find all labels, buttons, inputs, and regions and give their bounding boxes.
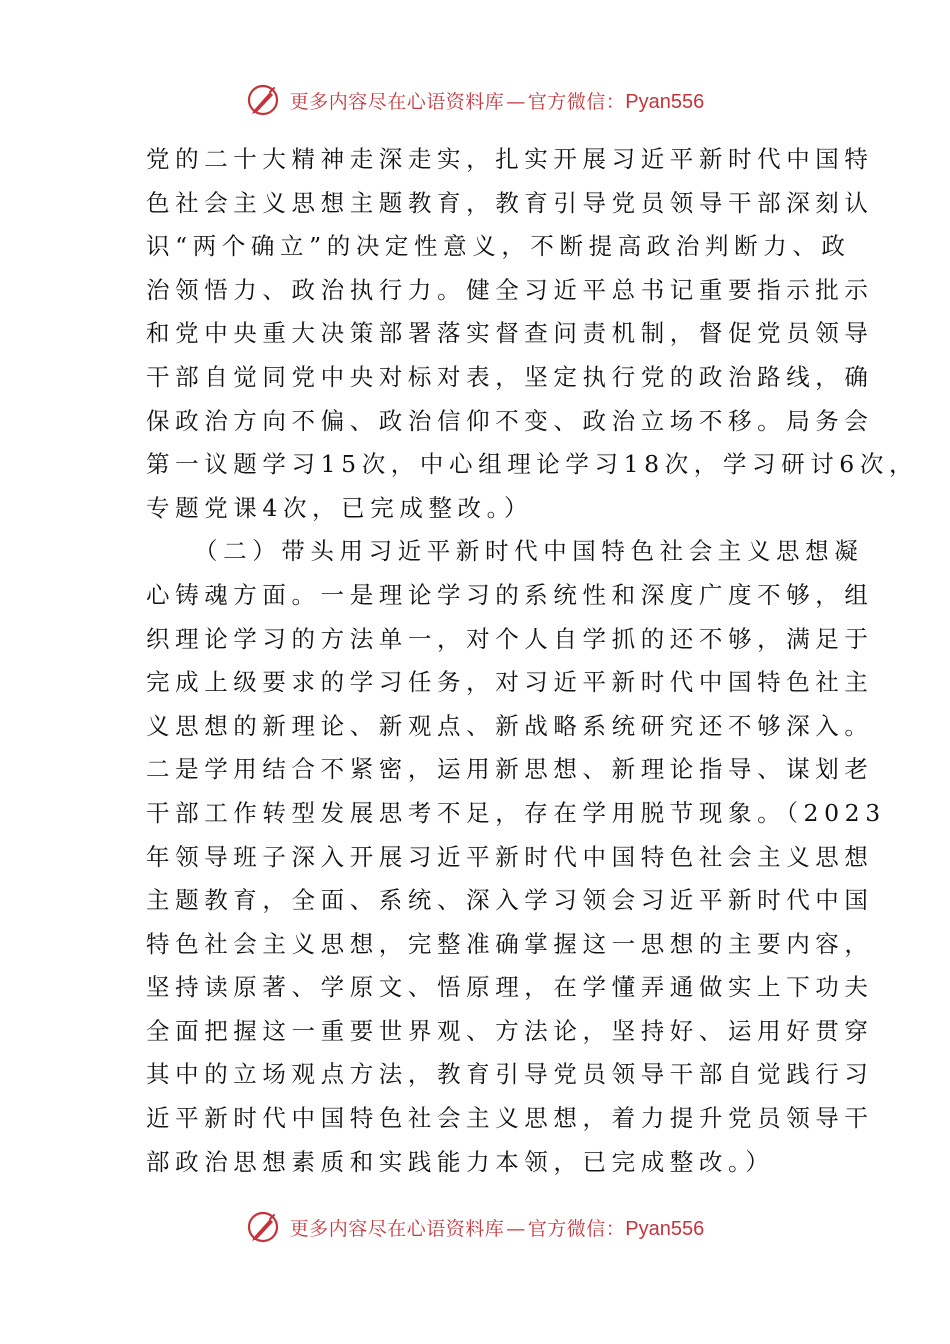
body-line-17: 年领导班子深入开展习近平新时代中国特色社会主义思想	[146, 842, 874, 871]
body-line-11: 心铸魂方面。一是理论学习的系统性和深度广度不够，组	[146, 580, 874, 609]
body-line-15: 二是学用结合不紧密，运用新思想、新理论指导、谋划老	[146, 755, 874, 784]
header-wechat-id: Pyan556	[625, 90, 705, 113]
body-line-6: 干部自觉同党中央对标对表，坚定执行党的政治路线，确	[146, 362, 874, 391]
body-line-12: 织理论学习的方法单一，对个人自学抓的还不够，满足于	[146, 624, 874, 653]
footer-wechat-id: Pyan556	[625, 1217, 705, 1240]
body-line-16: 干部工作转型发展思考不足，存在学用脱节现象。（2023	[146, 798, 886, 827]
body-line-18: 主题教育，全面、系统、深入学习领会习近平新时代中国	[146, 886, 874, 915]
pen-logo-icon	[246, 83, 280, 117]
header-site-name: 更多内容尽在心语资料库	[289, 90, 505, 113]
pen-logo-icon	[246, 1210, 280, 1244]
section-heading-line: （二）带头用习近平新时代中国特色社会主义思想凝	[194, 537, 864, 566]
body-line-13: 完成上级要求的学习任务，对习近平新时代中国特色社主	[146, 668, 874, 697]
body-line-20: 坚持读原著、学原文、悟原理，在学懂弄通做实上下功夫	[146, 973, 874, 1002]
body-line-3: 识“两个确立”的决定性意义，不断提高政治判断力、政	[146, 232, 851, 261]
body-line-21: 全面把握这一重要世界观、方法论，坚持好、运用好贯穿	[146, 1016, 874, 1045]
body-line-9: 专题党课4次，已完成整改。）	[146, 493, 534, 522]
body-line-2: 色社会主义思想主题教育，教育引导党员领导干部深刻认	[146, 188, 874, 217]
footer-watermark-banner	[0, 1205, 950, 1249]
header-watermark-banner	[0, 78, 950, 122]
body-line-5: 和党中央重大决策部署落实督查问责机制，督促党员领导	[146, 319, 874, 348]
body-line-8: 第一议题学习15次，中心组理论学习18次，学习研讨6次，	[146, 450, 919, 479]
header-watermark-text	[290, 87, 705, 114]
body-line-19: 特色社会主义思想，完整准确掌握这一思想的主要内容，	[146, 929, 874, 958]
footer-watermark-text	[290, 1214, 705, 1241]
body-line-7: 保政治方向不偏、政治信仰不变、政治立场不移。局务会	[146, 406, 874, 435]
header-wechat-label: 官方微信：	[527, 90, 626, 113]
header-separator: —	[506, 90, 526, 113]
body-line-14: 义思想的新理论、新观点、新战略系统研究还不够深入。	[146, 711, 874, 740]
body-line-23: 近平新时代中国特色社会主义思想，着力提升党员领导干	[146, 1104, 874, 1133]
document-body	[146, 138, 919, 1184]
body-line-1: 党的二十大精神走深走实，扎实开展习近平新时代中国特	[146, 145, 874, 173]
body-line-24: 部政治思想素质和实践能力本领，已完成整改。）	[146, 1147, 775, 1176]
body-line-4: 治领悟力、政治执行力。健全习近平总书记重要指示批示	[146, 275, 874, 304]
footer-separator: —	[506, 1217, 526, 1240]
footer-site-name: 更多内容尽在心语资料库	[289, 1217, 505, 1240]
footer-wechat-label: 官方微信：	[527, 1217, 626, 1240]
body-line-22: 其中的立场观点方法，教育引导党员领导干部自觉践行习	[146, 1060, 874, 1089]
